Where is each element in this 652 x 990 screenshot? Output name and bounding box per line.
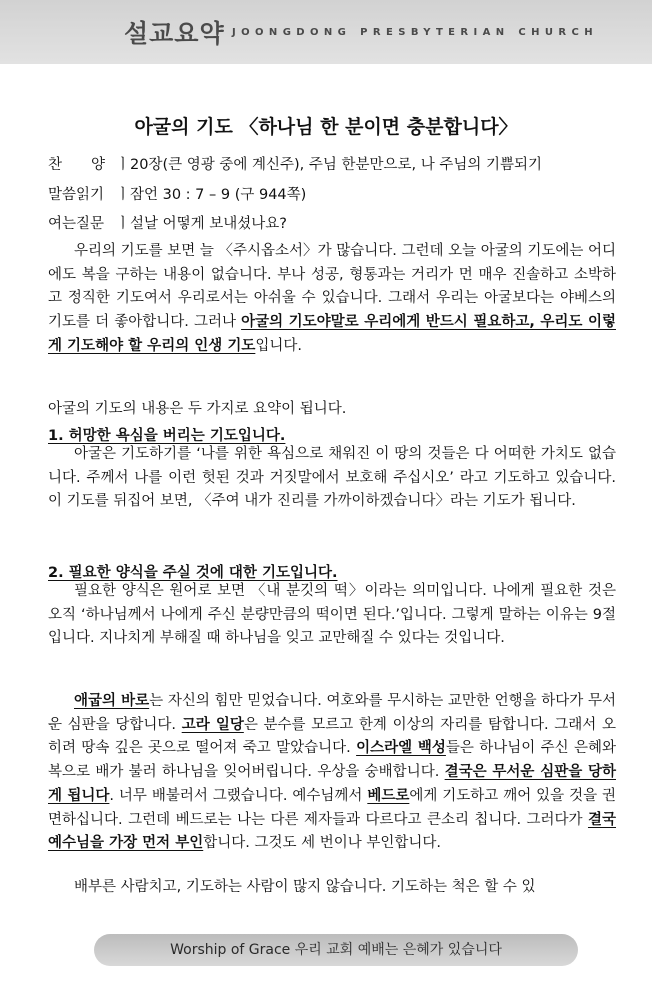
examples-text-1: 는 자신의 힘만 믿었습니다. 여호와를 무시하는 교만한 언행을 하다가 무서운 심판을 당합니다. (48, 693, 616, 733)
point1-heading: 1. 허망한 욕심을 버리는 기도입니다. (48, 428, 286, 444)
meta-question-label: 여는질문 (48, 216, 105, 232)
footer-banner: Worship of Grace 우리 교회 예배는 은혜가 있습니다 (94, 934, 578, 966)
brand-english: JOONGDONG PRESBYTERIAN CHURCH (232, 27, 599, 38)
point2-body-text: 필요한 양식은 원어로 보면 〈내 분깃의 떡〉이라는 의미입니다. 나에게 필요한 것은 오직 ‘하나님께서 나에게 주신 분량만큼의 떡이면 된다.’입니다. 그렇게 말하는 이유는 9절입니다. 지나치게 부해질 때 하나님을 잊고 교만해질 수 있다는 것입니다. (48, 583, 616, 647)
point2-heading: 2. 필요한 양식을 주실 것에 대한 기도입니다. (48, 565, 338, 581)
point1-body (48, 443, 616, 514)
meta-hymn-label: 찬 양 (48, 157, 106, 173)
examples-text-5: 에게 기도하고 깨어 있을 것을 권면하십니다. 그런데 베드로는 나는 다른 제자들과 다르다고 큰소리 칩니다. 그러다가 (48, 787, 617, 828)
examples-paragraph (48, 690, 616, 856)
example-israel: 이스라엘 백성 (356, 740, 446, 757)
meta-scripture-value: 잠언 30 : 7 – 9 (구 944쪽) (130, 187, 307, 203)
examples-text-2: 은 분수를 모르고 한계 이상의 자리를 탐합니다. 그래서 오히려 땅속 깊은 곳으로 떨어져 죽고 말았습니다. (48, 716, 616, 757)
examples-text-4: . 너무 배불러서 그랬습니다. 예수님께서 (109, 787, 368, 804)
sermon-title: 아굴의 기도 〈하나님 한 분이면 충분합니다〉 (134, 116, 518, 138)
meta-scripture (48, 183, 306, 204)
examples-text-6: 합니다. 그것도 세 번이나 부인합니다. (203, 835, 441, 852)
last-line (48, 876, 616, 900)
meta-separator: ㅣ (116, 157, 131, 173)
examples-text-3: 들은 하나님이 주신 은혜와 복으로 배가 불러 하나님을 잊어버립니다. 우상을 숭배합니다. (48, 740, 617, 781)
example-judgment: 결국은 무서운 심판을 당하게 됩니다 (48, 764, 616, 804)
summary-line: 아굴의 기도의 내용은 두 가지로 요약이 됩니다. (48, 401, 347, 417)
meta-hymn-value: 20장(큰 영광 중에 계신주), 주님 한분만으로, 나 주님의 기쁨되기 (130, 157, 543, 173)
example-peter: 베드로 (367, 787, 410, 804)
header-banner (0, 0, 652, 64)
intro-emphasis: 아굴의 기도야말로 우리에게 반드시 필요하고, 우리도 이렇게 기도해야 할 우리의 인생 기도 (48, 314, 616, 354)
brand-korean: 설교요약 (124, 19, 225, 48)
intro-paragraph (48, 240, 616, 359)
meta-scripture-label: 말씀읽기 (48, 187, 105, 203)
meta-hymn (48, 153, 542, 174)
example-pharaoh: 애굽의 바로 (74, 693, 150, 709)
intro-text-a: 우리의 기도를 보면 늘 〈주시옵소서〉가 많습니다. 그런데 오늘 아굴의 기도에는 어디에도 복을 구하는 내용이 없습니다. 부나 성공, 형통과는 거리가 먼 매우 진솔하고 소박하고 정직한 기도여서 우리로서는 아쉬울 수 있습니다. 그래서 우리는 아굴보다는 야베스의 기도를 더 좋아합니다. 그러나 (48, 243, 616, 331)
example-denial: 결국 예수님을 가장 먼저 부인 (48, 811, 616, 852)
meta-question (48, 212, 287, 233)
meta-separator: ㅣ (116, 216, 131, 232)
point2-body (48, 580, 616, 651)
meta-question-value: 설날 어떻게 보내셨나요? (130, 216, 287, 232)
last-line-text: 배부른 사람치고, 기도하는 사람이 많지 않습니다. 기도하는 척은 할 수 있 (74, 879, 536, 895)
intro-text-b: 입니다. (255, 337, 302, 354)
example-korah: 고라 일당 (181, 716, 244, 733)
meta-separator: ㅣ (116, 187, 131, 203)
point1-body-text: 아굴은 기도하기를 ‘나를 위한 욕심으로 채워진 이 땅의 것들은 다 어떠한 가치도 없습니다. 주께서 나를 이런 헛된 것과 거짓말에서 보호해 주십시오’ 라고 기도하고 있습니다. 이 기도를 뒤집어 보면, 〈주여 내가 진리를 가까이하겠습니다〉라는 기도가 됩니다. (48, 446, 616, 510)
